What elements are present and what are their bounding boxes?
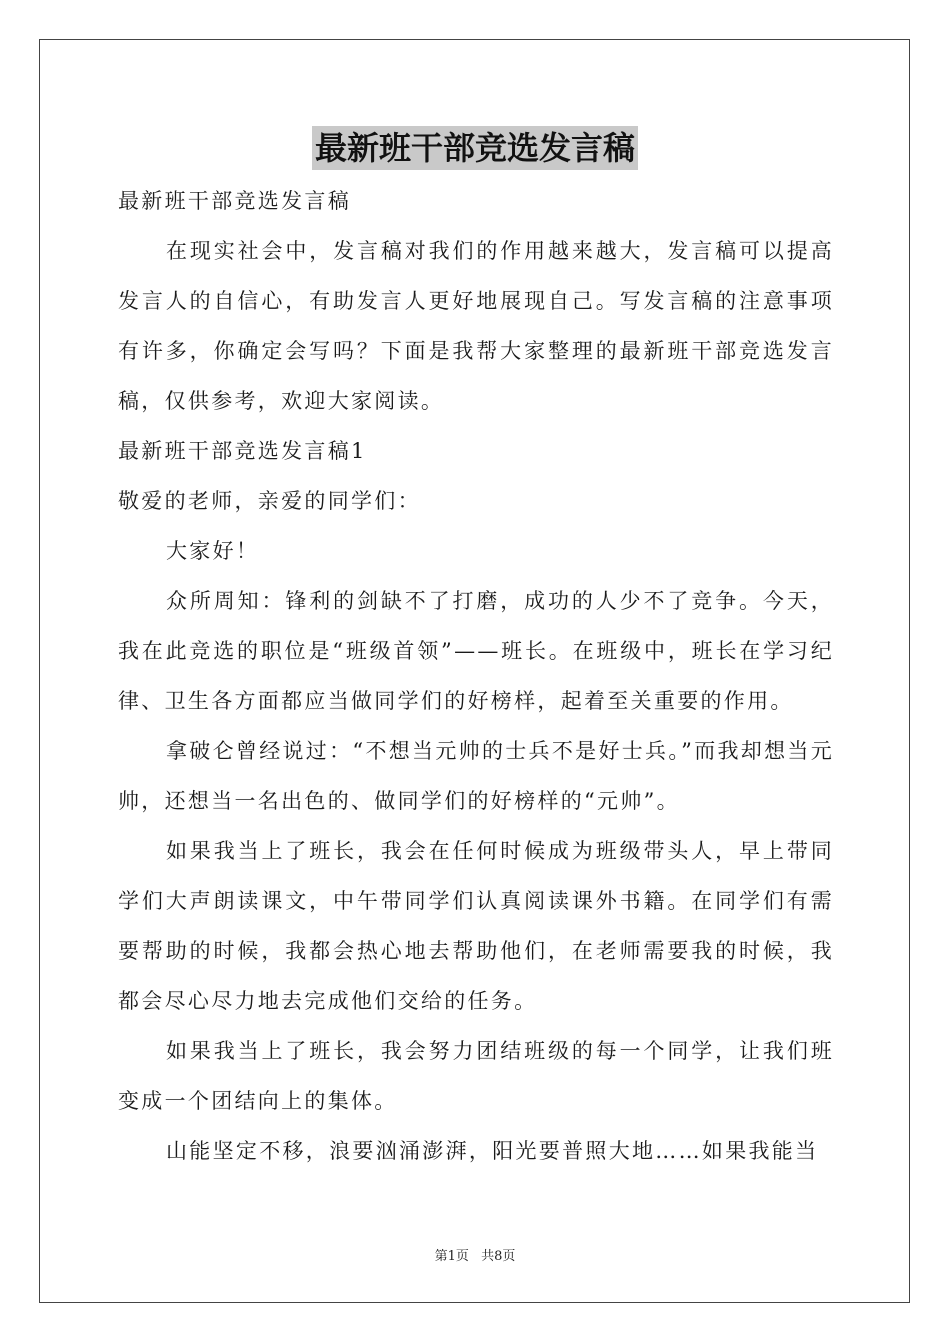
paragraph-1: 在现实社会中，发言稿对我们的作用越来越大，发言稿可以提高发言人的自信心，有助发言人更好地展现自己。写发言稿的注意事项有许多，你确定会写吗？下面是我帮大家整理的最新班干部竞选发言稿，仅供参考，欢迎大家阅读。: [118, 239, 834, 413]
paragraph-2: 最新班干部竞选发言稿1: [118, 439, 367, 463]
paragraph-4: 大家好！: [166, 539, 260, 563]
paragraph-8: 如果我当上了班长，我会努力团结班级的每一个同学，让我们班变成一个团结向上的集体。: [118, 1039, 834, 1113]
paragraph-3: 敬爱的老师，亲爱的同学们：: [118, 489, 421, 513]
document-body: [118, 176, 834, 1176]
page-number: 第1页: [434, 1249, 469, 1264]
paragraph-6: 拿破仑曾经说过：“不想当元帅的士兵不是好士兵。”而我却想当元帅，还想当一名出色的、做同学们的好榜样的“元帅”。: [118, 739, 834, 813]
paragraph-9: 山能坚定不移，浪要汹涌澎湃，阳光要普照大地……如果我能当: [166, 1139, 819, 1163]
page-total: 共8页: [481, 1249, 516, 1264]
document-title: 最新班干部竞选发言稿: [312, 126, 638, 170]
paragraph-5: 众所周知：锋利的剑缺不了打磨，成功的人少不了竞争。今天，我在此竞选的职位是“班级首领”——班长。在班级中，班长在学习纪律、卫生各方面都应当做同学们的好榜样，起着至关重要的作用。: [118, 589, 834, 713]
page-footer: [0, 1245, 950, 1264]
title-container: [0, 126, 950, 170]
paragraph-0: 最新班干部竞选发言稿: [118, 189, 351, 213]
paragraph-7: 如果我当上了班长，我会在任何时候成为班级带头人，早上带同学们大声朗读课文，中午带同学们认真阅读课外书籍。在同学们有需要帮助的时候，我都会热心地去帮助他们，在老师需要我的时候，我都会尽心尽力地去完成他们交给的任务。: [118, 839, 834, 1013]
